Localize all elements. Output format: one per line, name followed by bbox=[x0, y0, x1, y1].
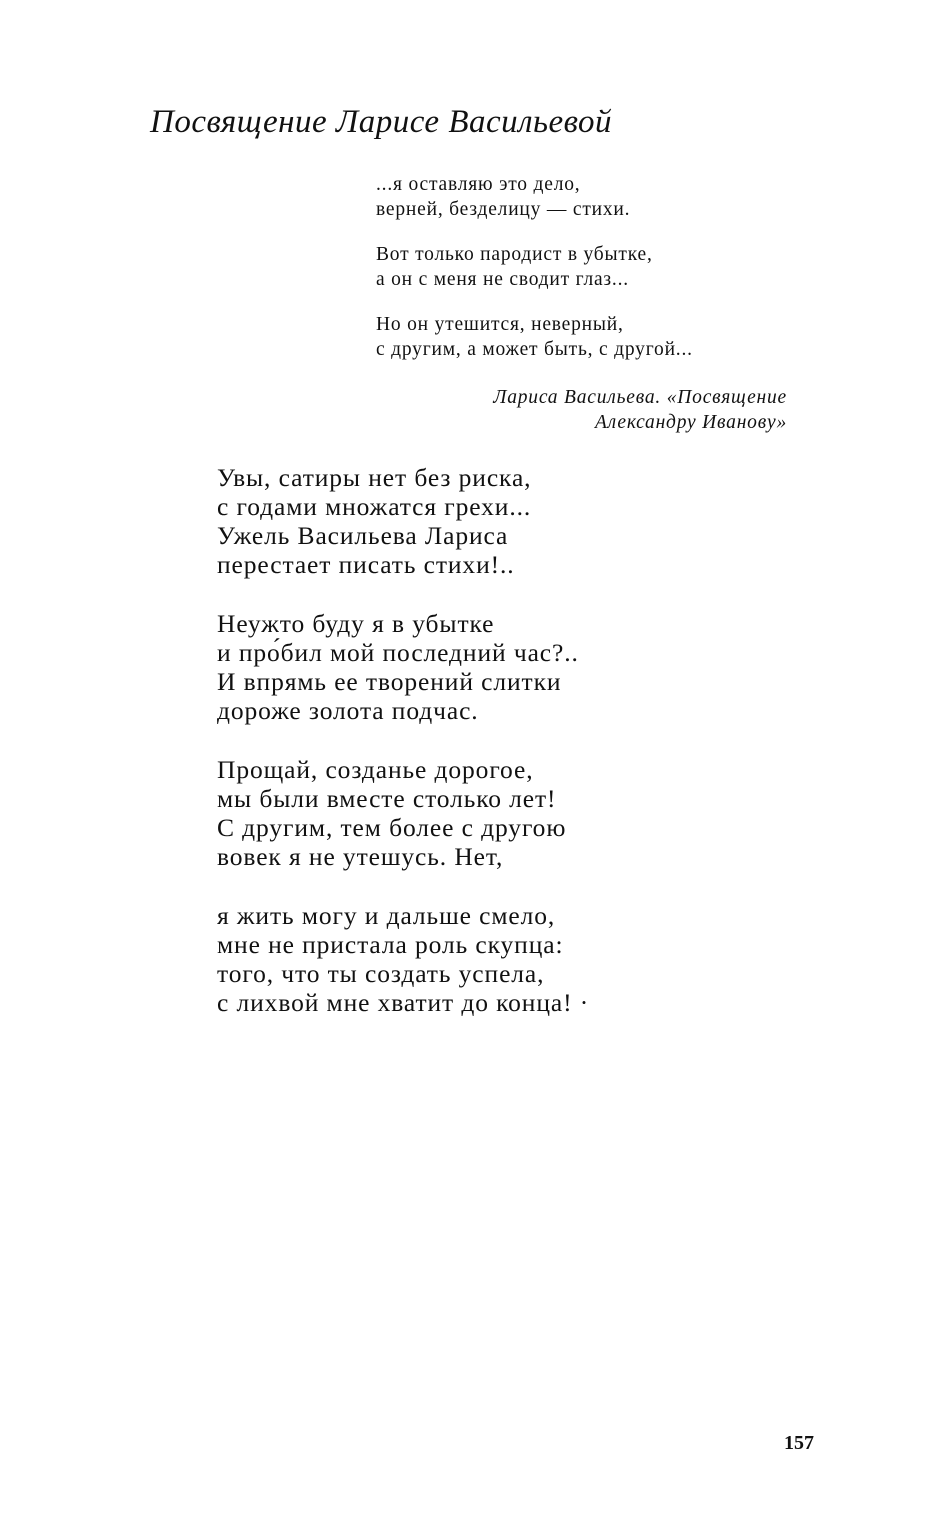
poem-line: Ужель Васильева Лариса bbox=[217, 521, 509, 550]
poem-line: Увы, сатиры нет без риска, bbox=[217, 463, 532, 492]
poem-line: с лихвой мне хватит до конца! · bbox=[217, 988, 590, 1017]
poem-line: мы были вместе столько лет! bbox=[217, 784, 557, 813]
poem-line: и про́бил мой последний час?.. bbox=[217, 638, 579, 667]
poem-line: Прощай, созданье дорогое, bbox=[217, 755, 534, 784]
poem-stanza bbox=[217, 609, 589, 725]
poem-stanza bbox=[217, 463, 589, 579]
attribution-line: Александру Иванову» bbox=[594, 412, 787, 433]
poem-body bbox=[217, 463, 589, 1047]
poem-stanza bbox=[217, 755, 589, 871]
epigraph bbox=[376, 172, 693, 382]
epigraph-stanza bbox=[376, 172, 693, 222]
poem-stanza bbox=[217, 901, 589, 1017]
poem-line: Неужто буду я в убытке bbox=[217, 609, 495, 638]
poem-line: перестает писать стихи!.. bbox=[217, 550, 515, 579]
poem-line: С другим, тем более с другою bbox=[217, 813, 567, 842]
page-number: 157 bbox=[784, 1432, 814, 1454]
poem-line: И впрямь ее творений слитки bbox=[217, 667, 562, 696]
poem-line: дороже золота подчас. bbox=[217, 696, 479, 725]
poem-line: мне не пристала роль скупца: bbox=[217, 930, 564, 959]
epigraph-line: с другим, а может быть, с другой... bbox=[376, 339, 693, 360]
epigraph-line: Вот только пародист в убытке, bbox=[376, 244, 653, 265]
epigraph-line: Но он утешится, неверный, bbox=[376, 314, 624, 335]
poem-line: я жить могу и дальше смело, bbox=[217, 901, 556, 930]
poem-line: вовек я не утешусь. Нет, bbox=[217, 842, 504, 871]
epigraph-stanza bbox=[376, 242, 693, 292]
epigraph-line: верней, безделицу — стихи. bbox=[376, 199, 631, 220]
poem-title: Посвящение Ларисе Васильевой bbox=[150, 104, 613, 140]
epigraph-line: а он с меня не сводит глаз... bbox=[376, 269, 629, 290]
poem-line: того, что ты создать успела, bbox=[217, 959, 545, 988]
epigraph-stanza bbox=[376, 312, 693, 362]
attribution-line: Лариса Васильева. «Посвящение bbox=[493, 387, 787, 408]
epigraph-attribution bbox=[493, 385, 787, 435]
epigraph-line: ...я оставляю это дело, bbox=[376, 174, 581, 195]
poem-line: с годами множатся грехи... bbox=[217, 492, 532, 521]
